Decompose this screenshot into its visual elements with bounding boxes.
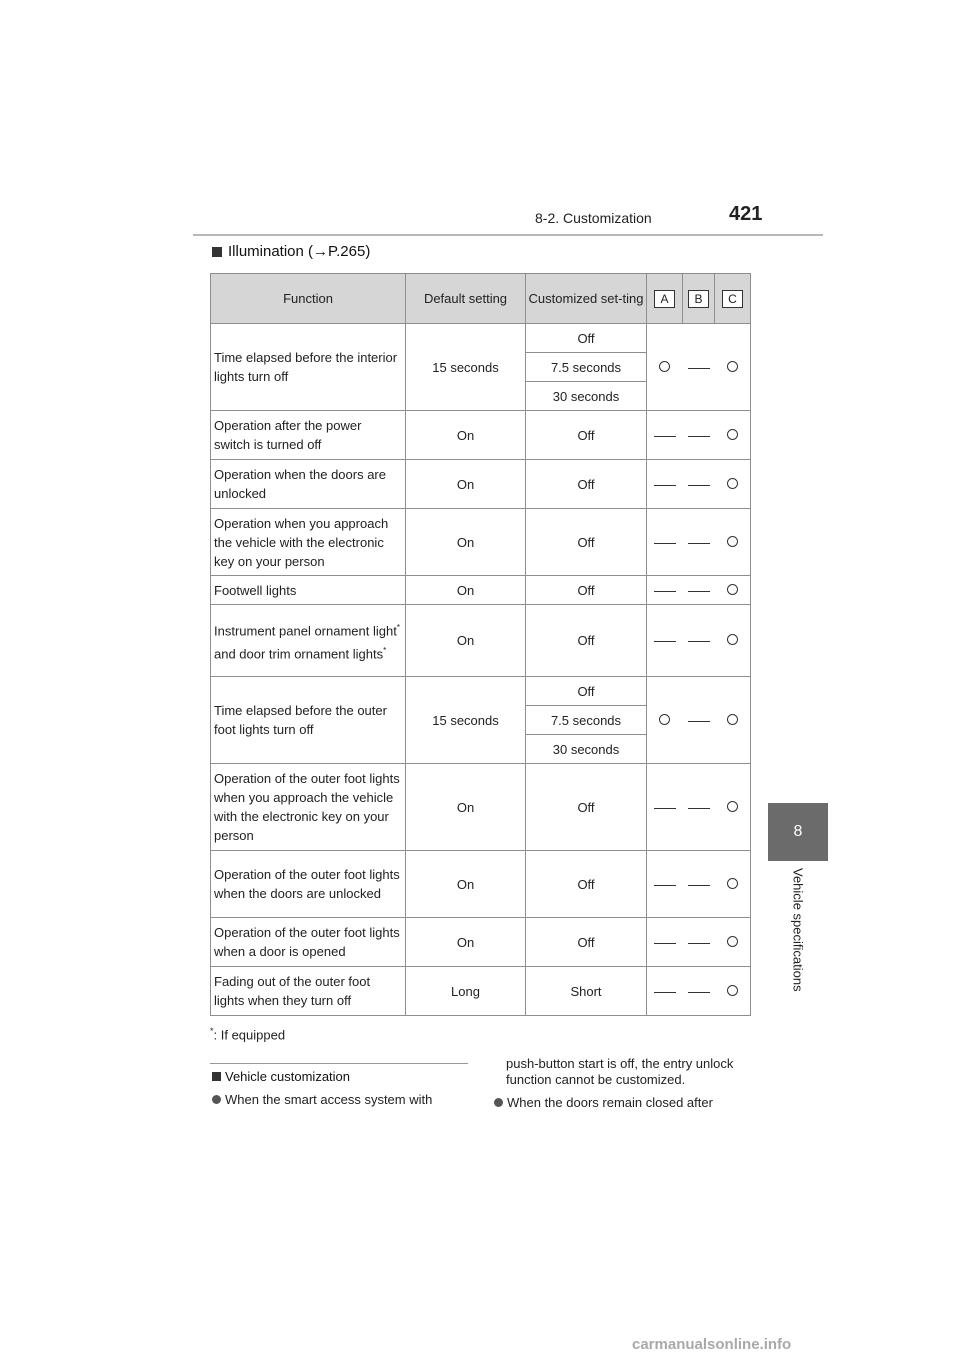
- symbol-cell: [647, 576, 683, 605]
- letter-c-box: C: [722, 290, 743, 308]
- dash-symbol-icon: [688, 485, 710, 486]
- dash-symbol-icon: [654, 591, 676, 592]
- footnote-mark: *: [383, 645, 387, 655]
- function-text: Time elapsed before the interior lights turn off: [214, 350, 398, 384]
- circle-symbol-icon: [727, 985, 738, 996]
- customized-setting-cell: 7.5 seconds: [526, 706, 647, 735]
- circle-bullet-icon: [494, 1098, 503, 1107]
- function-text: and door trim ornament lights: [214, 645, 384, 661]
- symbol-cell: [647, 851, 683, 918]
- header-b: [683, 274, 715, 324]
- dash-symbol-icon: [688, 992, 710, 993]
- header-a: [647, 274, 683, 324]
- circle-symbol-icon: [727, 584, 738, 595]
- dash-symbol-icon: [654, 436, 676, 437]
- letter-a-box: A: [654, 290, 675, 308]
- header-rule: [193, 234, 823, 236]
- function-cell: [211, 764, 406, 851]
- symbol-cell: [715, 460, 751, 509]
- table-row: [211, 576, 751, 605]
- default-setting-cell: On: [406, 764, 526, 851]
- arrow-icon: →: [313, 243, 329, 260]
- function-text: Footwell lights: [214, 582, 297, 598]
- default-setting-cell: On: [406, 411, 526, 460]
- customized-setting-cell: Off: [526, 764, 647, 851]
- table-row: [211, 677, 751, 706]
- function-text: Operation when you approach the vehicle with the electronic key on your person: [214, 515, 389, 569]
- symbol-cell: [715, 851, 751, 918]
- circle-symbol-icon: [727, 634, 738, 645]
- default-setting-cell: On: [406, 918, 526, 967]
- function-cell: [211, 509, 406, 576]
- letter-b-box: B: [688, 290, 709, 308]
- symbol-cell: [683, 605, 715, 677]
- default-setting-cell: On: [406, 460, 526, 509]
- dash-symbol-icon: [688, 943, 710, 944]
- default-setting-cell: 15 seconds: [406, 324, 526, 411]
- table-row: [211, 509, 751, 576]
- circle-symbol-icon: [727, 878, 738, 889]
- footnote-mark: *: [210, 1026, 214, 1036]
- left-bullet: [212, 1092, 432, 1107]
- symbol-cell: [647, 460, 683, 509]
- right-column-text: push-button start is off, the entry unlock function cannot be customized.: [506, 1056, 734, 1087]
- dash-symbol-icon: [688, 591, 710, 592]
- function-cell: [211, 918, 406, 967]
- customized-setting-cell: Off: [526, 851, 647, 918]
- customized-setting-cell: Off: [526, 411, 647, 460]
- dash-symbol-icon: [654, 943, 676, 944]
- bottom-rule: [210, 1063, 468, 1064]
- vehicle-customization-title: Vehicle customization: [225, 1069, 351, 1084]
- symbol-cell: [683, 576, 715, 605]
- dash-symbol-icon: [688, 368, 710, 369]
- dash-symbol-icon: [654, 808, 676, 809]
- header-c: [715, 274, 751, 324]
- symbol-cell: [683, 411, 715, 460]
- circle-symbol-icon: [727, 361, 738, 372]
- symbol-cell: [647, 605, 683, 677]
- function-text: Time elapsed before the outer foot lights turn off: [214, 703, 387, 737]
- dash-symbol-icon: [654, 992, 676, 993]
- dash-symbol-icon: [654, 485, 676, 486]
- left-bullet-text: When the smart access system with: [225, 1092, 433, 1107]
- function-text: Operation of the outer foot lights when a door is opened: [214, 925, 400, 959]
- chapter-title-vertical: [768, 868, 828, 1028]
- customized-setting-cell: 30 seconds: [526, 382, 647, 411]
- function-cell: [211, 677, 406, 764]
- function-text: Operation after the power switch is turned off: [214, 418, 362, 452]
- symbol-cell: [647, 324, 683, 411]
- function-cell: [211, 851, 406, 918]
- symbol-cell: [715, 967, 751, 1016]
- watermark: carmanualsonline.info: [632, 1336, 792, 1353]
- header-function: Function: [211, 274, 406, 324]
- symbol-cell: [647, 967, 683, 1016]
- table-row: [211, 460, 751, 509]
- circle-symbol-icon: [727, 478, 738, 489]
- table-row: [211, 967, 751, 1016]
- symbol-cell: [647, 509, 683, 576]
- table-row: [211, 764, 751, 851]
- footnote-text: : If equipped: [213, 1027, 286, 1043]
- symbol-cell: [647, 411, 683, 460]
- symbol-cell: [647, 918, 683, 967]
- circle-bullet-icon: [212, 1095, 221, 1104]
- symbol-cell: [683, 967, 715, 1016]
- chapter-tab: [768, 803, 828, 861]
- symbol-cell: [683, 764, 715, 851]
- default-setting-cell: On: [406, 851, 526, 918]
- default-setting-cell: On: [406, 576, 526, 605]
- dash-symbol-icon: [688, 721, 710, 722]
- table-row: [211, 605, 751, 677]
- symbol-cell: [715, 764, 751, 851]
- table-row: [211, 851, 751, 918]
- table-header-row: [211, 274, 751, 324]
- default-setting-cell: 15 seconds: [406, 677, 526, 764]
- section-label: 8-2. Customization: [535, 210, 652, 226]
- symbol-cell: [683, 509, 715, 576]
- circle-symbol-icon: [727, 536, 738, 547]
- function-cell: [211, 605, 406, 677]
- circle-symbol-icon: [727, 714, 738, 725]
- default-setting-cell: On: [406, 605, 526, 677]
- customized-setting-cell: Off: [526, 509, 647, 576]
- page-number: 421: [729, 203, 763, 225]
- footnote: [210, 1026, 285, 1042]
- dash-symbol-icon: [654, 885, 676, 886]
- customization-table: [210, 273, 751, 1016]
- dash-symbol-icon: [688, 436, 710, 437]
- circle-symbol-icon: [727, 801, 738, 812]
- symbol-cell: [683, 324, 715, 411]
- table-row: [211, 411, 751, 460]
- section-heading: [212, 243, 370, 260]
- table-body: [211, 324, 751, 1016]
- right-bullet-text: When the doors remain closed after: [507, 1095, 713, 1110]
- symbol-cell: [715, 677, 751, 764]
- function-text: Operation of the outer foot lights when you approach the vehicle with the electronic key on your person: [214, 771, 400, 843]
- customized-setting-cell: Off: [526, 677, 647, 706]
- symbol-cell: [647, 677, 683, 764]
- symbol-cell: [715, 324, 751, 411]
- symbol-cell: [715, 576, 751, 605]
- function-text: Operation when the doors are unlocked: [214, 467, 386, 501]
- function-cell: [211, 967, 406, 1016]
- function-cell: [211, 411, 406, 460]
- circle-symbol-icon: [659, 361, 670, 372]
- symbol-cell: [715, 918, 751, 967]
- circle-symbol-icon: [727, 936, 738, 947]
- chapter-title: Vehicle specifications: [790, 868, 806, 992]
- header-default-setting: Default setting: [406, 274, 526, 324]
- function-cell: [211, 460, 406, 509]
- table-row: [211, 918, 751, 967]
- function-cell: [211, 324, 406, 411]
- customized-setting-cell: Off: [526, 918, 647, 967]
- function-text: Fading out of the outer foot lights when they turn off: [214, 974, 371, 1008]
- chapter-number: 8: [793, 823, 803, 840]
- symbol-cell: [715, 605, 751, 677]
- customized-setting-cell: 7.5 seconds: [526, 353, 647, 382]
- dash-symbol-icon: [688, 808, 710, 809]
- symbol-cell: [715, 509, 751, 576]
- footnote-mark: *: [396, 623, 400, 633]
- dash-symbol-icon: [688, 543, 710, 544]
- customized-setting-cell: Off: [526, 324, 647, 353]
- symbol-cell: [683, 918, 715, 967]
- header-customized-setting: Customized set-ting: [526, 274, 647, 324]
- dash-symbol-icon: [688, 885, 710, 886]
- symbol-cell: [683, 460, 715, 509]
- vehicle-customization-heading: [212, 1069, 350, 1084]
- customized-setting-cell: Short: [526, 967, 647, 1016]
- table-row: [211, 324, 751, 353]
- symbol-cell: [683, 851, 715, 918]
- symbol-cell: [647, 764, 683, 851]
- function-cell: [211, 576, 406, 605]
- dash-symbol-icon: [688, 641, 710, 642]
- function-text: Instrument panel ornament light: [214, 623, 397, 639]
- section-page-ref: P.265): [328, 243, 371, 260]
- circle-symbol-icon: [659, 714, 670, 725]
- customized-setting-cell: 30 seconds: [526, 735, 647, 764]
- dash-symbol-icon: [654, 641, 676, 642]
- square-bullet-icon: [212, 1072, 221, 1081]
- symbol-cell: [715, 411, 751, 460]
- symbol-cell: [683, 677, 715, 764]
- circle-symbol-icon: [727, 429, 738, 440]
- function-text: Operation of the outer foot lights when the doors are unlocked: [214, 867, 400, 901]
- default-setting-cell: On: [406, 509, 526, 576]
- customized-setting-cell: Off: [526, 460, 647, 509]
- default-setting-cell: Long: [406, 967, 526, 1016]
- dash-symbol-icon: [654, 543, 676, 544]
- section-title: Illumination (: [228, 243, 314, 260]
- square-bullet-icon: [212, 247, 222, 257]
- right-bullet: [494, 1095, 713, 1110]
- customized-setting-cell: Off: [526, 605, 647, 677]
- customized-setting-cell: Off: [526, 576, 647, 605]
